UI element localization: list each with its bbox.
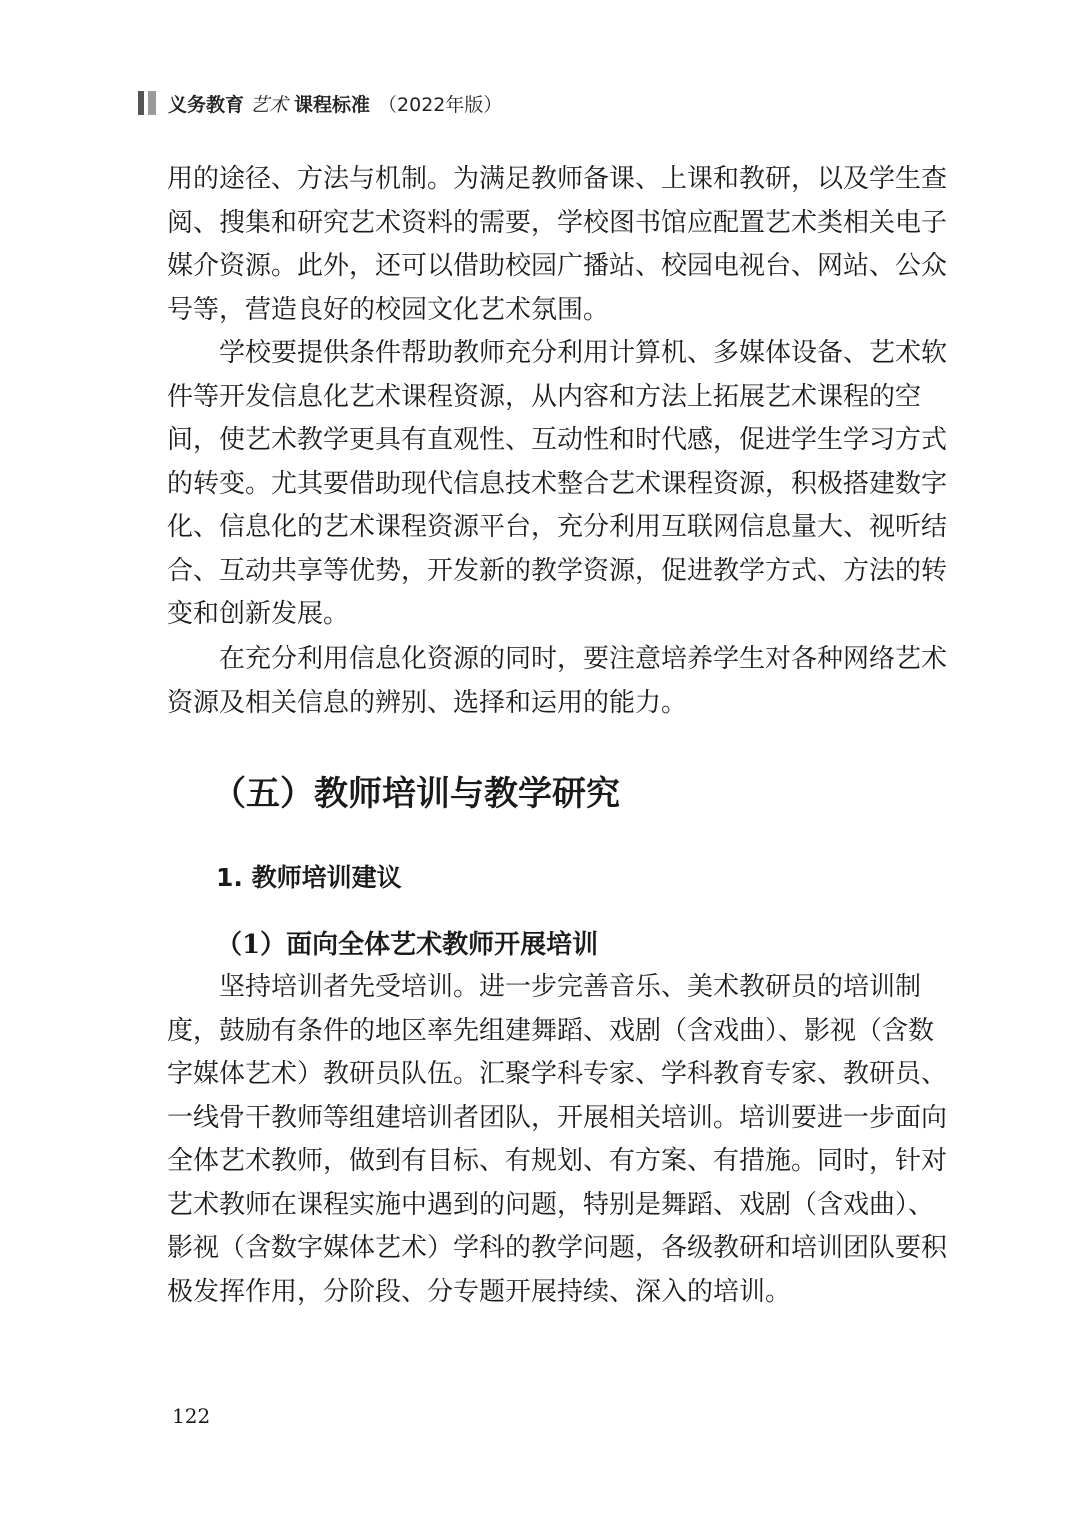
text-line: 在充分利用信息化资源的同时，要注意培养学生对各种网络艺术 <box>219 644 948 674</box>
subsection-heading: 1. 教师培训建议 <box>216 863 402 892</box>
section-heading: （五）教师培训与教学研究 <box>212 774 620 814</box>
text-line: 号等，营造良好的校园文化艺术氛围。 <box>167 294 610 325</box>
header-marker-dark <box>138 91 144 115</box>
paragraph-1 <box>167 158 948 332</box>
text-line: 变和创新发展。 <box>167 599 350 629</box>
running-header <box>138 88 502 118</box>
text-line: 的转变。尤其要借助现代信息技术整合艺术课程资源，积极搭建数字 <box>167 468 948 499</box>
page-number: 122 <box>172 1404 211 1428</box>
header-title: 义务教育 艺术 课程标准 （2022年版） <box>168 93 503 116</box>
text-line: 用的途径、方法与机制。为满足教师备课、上课和教研，以及学生查 <box>167 164 948 194</box>
text-line: 件等开发信息化艺术课程资源，从内容和方法上拓展艺术课程的空 <box>167 381 922 412</box>
text-line: 度，鼓励有条件的地区率先组建舞蹈、戏剧（含戏曲）、影视（含数 <box>167 1015 935 1046</box>
header-marker-light <box>148 91 156 115</box>
text-line: 媒介资源。此外，还可以借助校园广播站、校园电视台、网站、公众 <box>167 251 948 281</box>
text-line: 坚持培训者先受培训。进一步完善音乐、美术教研员的培训制 <box>219 972 922 1002</box>
text-line: 一线骨干教师等组建培训者团队，开展相关培训。培训要进一步面向 <box>167 1102 948 1133</box>
text-line: 学校要提供条件帮助教师充分利用计算机、多媒体设备、艺术软 <box>219 338 948 368</box>
header-subject: 艺术 <box>250 93 289 116</box>
text-line: 艺术教师在课程实施中遇到的问题，特别是舞蹈、戏剧（含戏曲）、 <box>167 1189 935 1220</box>
paragraph-2 <box>167 332 948 637</box>
text-line: 合、互动共享等优势，开发新的教学资源，促进教学方式、方法的转 <box>167 555 948 586</box>
item-heading: （1）面向全体艺术教师开展培训 <box>216 930 599 960</box>
text-line: 极发挥作用，分阶段、分专题开展持续、深入的培训。 <box>167 1276 792 1307</box>
text-line: 全体艺术教师，做到有目标、有规划、有方案、有措施。同时，针对 <box>167 1146 948 1176</box>
paragraph-4 <box>167 966 948 1314</box>
text-line: 间，使艺术教学更具有直观性、互动性和时代感，促进学生学习方式 <box>167 425 948 455</box>
text-line: 资源及相关信息的辨别、选择和运用的能力。 <box>167 687 688 718</box>
paragraph-3 <box>167 638 948 725</box>
text-line: 影视（含数字媒体艺术）学科的教学问题，各级教研和培训团队要积 <box>167 1233 948 1263</box>
text-line: 化、信息化的艺术课程资源平台，充分利用互联网信息量大、视听结 <box>167 512 948 542</box>
header-year: （2022年版） <box>378 93 503 116</box>
text-line: 字媒体艺术）教研员队伍。汇聚学科专家、学科教育专家、教研员、 <box>167 1059 948 1089</box>
text-line: 阅、搜集和研究艺术资料的需要，学校图书馆应配置艺术类相关电子 <box>167 207 948 238</box>
